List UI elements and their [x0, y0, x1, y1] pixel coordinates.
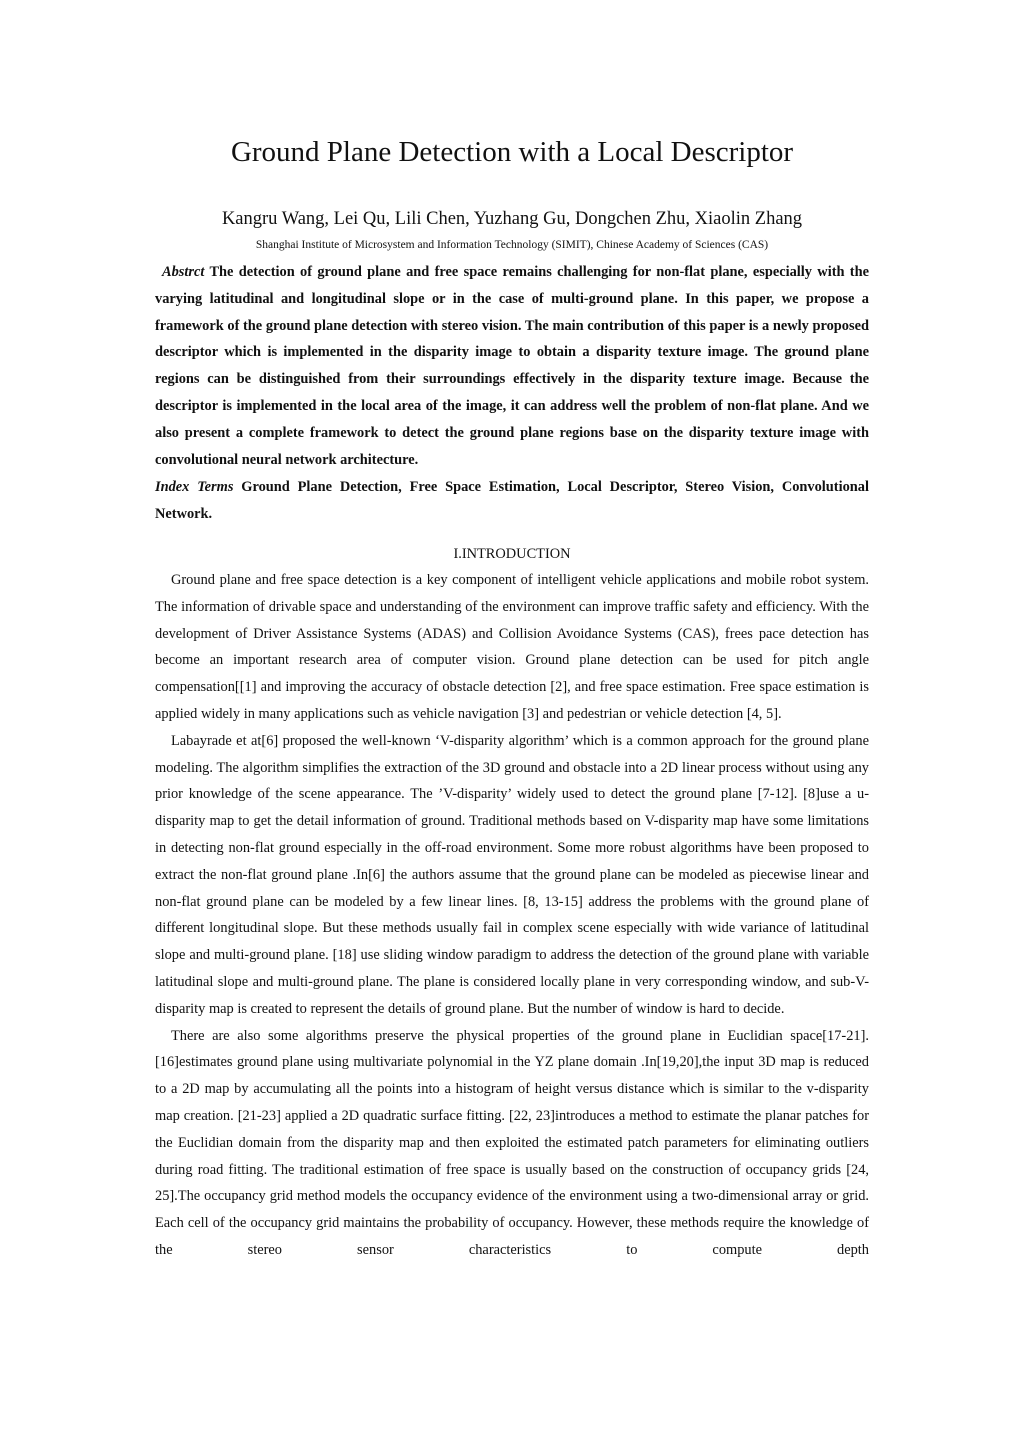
index-terms: [155, 474, 869, 528]
index-terms-paragraph: [155, 474, 869, 528]
body-paragraph-1: Ground plane and free space detection is a key component of intelligent vehicle applications and mobile robot system. The information of drivable space and understanding of the environment can improve traffic safety and efficiency. With the development of Driver Assistance Systems (ADAS) and Collision Avoidance Systems (CAS), frees pace detection has become an important research area of computer vision. Ground plane detection can be used for pitch angle compensation[[1] and improving the accuracy of obstacle detection [2], and free space estimation. Free space estimation is applied widely in many applications such as vehicle navigation [3] and pedestrian or vehicle detection [4, 5].: [155, 572, 869, 722]
body-paragraph-3: There are also some algorithms preserve the physical properties of the ground plane in Euclidian space[17-21]. [16]estimates ground plane using multivariate polynomial in the YZ plane domain .In[19,20],the input 3D map is reduced to a 2D map by accumulating all the points into a histogram of height versus distance which is similar to the v-disparity map creation. [21-23] applied a 2D quadratic surface fitting. [22, 23]introduces a method to estimate the planar patches for the Euclidian domain from the disparity map and then exploited the estimated patch parameters for eliminating outliers during road fitting. The traditional estimation of free space is usually based on the construction of occupancy grids [24, 25].The occupancy grid method models the occupancy evidence of the environment using a two-dimensional array or grid. Each cell of the occupancy grid maintains the probability of occupancy. However, these methods require the knowledge of the stereo sensor characteristics to compute depth: [155, 1027, 869, 1258]
body-paragraph-2: Labayrade et at[6] proposed the well-known ‘V-disparity algorithm’ which is a common approach for the ground plane modeling. The algorithm simplifies the extraction of the 3D ground and obstacle into a 2D linear process without using any prior knowledge of the scene appearance. The ’V-disparity’ widely used to detect the ground plane [7-12]. [8]use a u-disparity map to get the detail information of ground. Traditional methods based on V-disparity map have some limitations in detecting non-flat ground especially in the off-road environment. Some more robust algorithms have been proposed to extract the non-flat ground plane .In[6] the authors assume that the ground plane can be modeled as piecewise linear and non-flat ground plane can be modeled by a few linear lines. [8, 13-15] address the problems with the ground plane of different longitudinal slope. But these methods usually fail in complex scene especially with wide variance of latitudinal slope and multi-ground plane. [18] use sliding window paradigm to address the detection of the ground plane with variable latitudinal slope and multi-ground plane. The plane is considered locally plane in very corresponding window, and sub-V-disparity map is created to represent the details of ground plane. But the number of window is hard to decide.: [155, 732, 869, 1017]
introduction-body: [155, 567, 869, 1264]
index-terms-label: Index Terms: [155, 479, 234, 495]
paper-title: Ground Plane Detection with a Local Descriptor: [230, 136, 794, 168]
section-heading-introduction: I.INTRODUCTION: [453, 546, 571, 562]
abstract-text: The detection of ground plane and free space remains challenging for non-flat plane, especially with the varying latitudinal and longitudinal slope or in the case of multi-ground plane. In this paper, we propose a framework of the ground plane detection with stereo vision. The main contribution of this paper is a newly proposed descriptor which is implemented in the disparity image to obtain a disparity texture image. The ground plane regions can be distinguished from their surroundings effectively in the disparity texture image. Because the descriptor is implemented in the local area of the image, it can address well the problem of non-flat plane. And we also present a complete framework to detect the ground plane regions base on the disparity texture image with convolutional neural network architecture.: [155, 264, 869, 468]
index-terms-text: Ground Plane Detection, Free Space Estimation, Local Descriptor, Stereo Vision, Convolutional Network.: [155, 479, 869, 522]
abstract-label: Abstrct: [162, 264, 205, 280]
abstract: [155, 259, 869, 473]
author-affiliation: Shanghai Institute of Microsystem and Information Technology (SIMIT), Chinese Academy of Sciences (CAS): [255, 239, 769, 251]
author-list: Kangru Wang, Lei Qu, Lili Chen, Yuzhang Gu, Dongchen Zhu, Xiaolin Zhang: [221, 209, 803, 229]
body-paragraph-3-wrapper: [155, 1023, 869, 1264]
abstract-paragraph: [155, 259, 869, 473]
